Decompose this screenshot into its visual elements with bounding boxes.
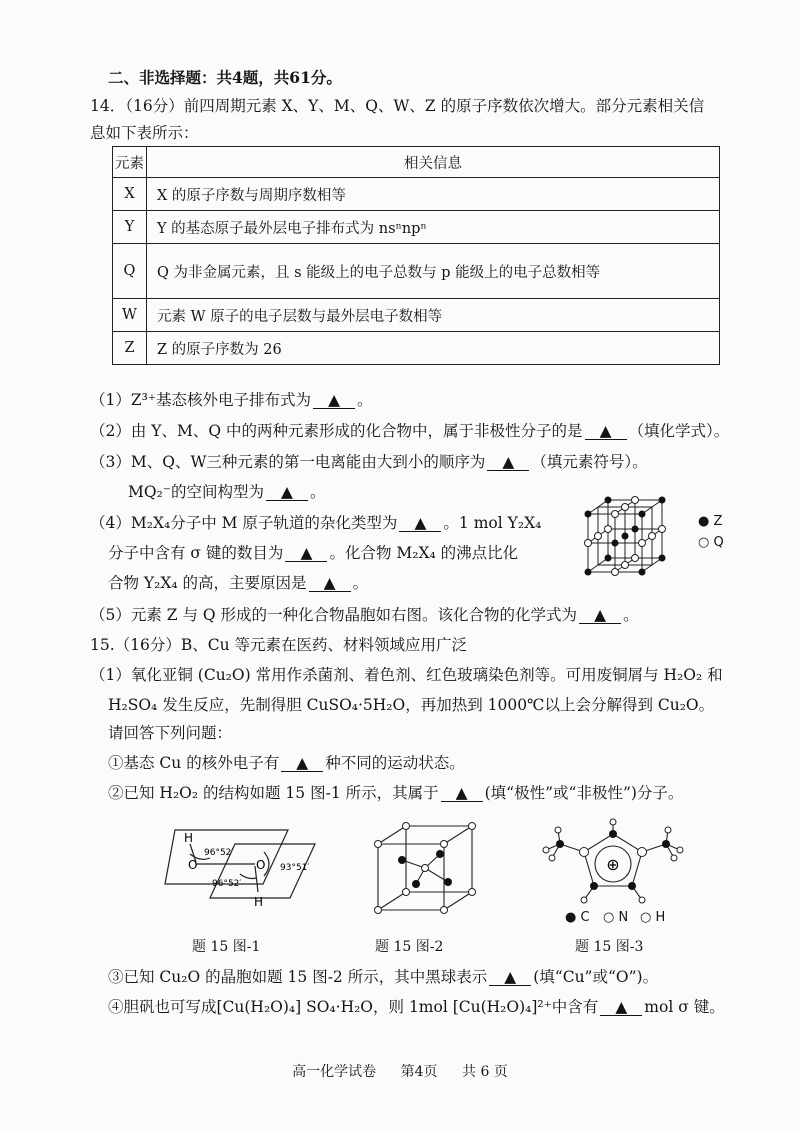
fig1-atom-h2: H	[254, 895, 264, 909]
q15-p1-line2: H₂SO₄ 发生反应，先制得胆 CuSO₄·5H₂O，再加热到 1000℃以上会分解得到 Cu₂O。	[108, 696, 715, 714]
q14-part4-line3	[108, 571, 368, 593]
answer-blank[interactable]: ▲	[285, 546, 327, 562]
q15-sub2	[108, 781, 683, 803]
table-header-info: 相关信息	[147, 147, 720, 178]
q15-sub1-end: 种不同的运动状态。	[325, 754, 465, 772]
answer-blank[interactable]: ▲	[309, 576, 351, 592]
q15-sub3-end: (填“Cu”或“O”)。	[533, 968, 659, 986]
fig1-angle-3: 96°52′	[212, 879, 242, 889]
table-cell-info: 元素 W 原子的电子层数与最外层电子数相等	[147, 299, 720, 332]
q14-part5	[90, 603, 639, 625]
q14-part3-end: （填元素符号）。	[531, 453, 648, 471]
answer-blank[interactable]: ▲	[585, 424, 627, 440]
q15-sub1-text: ①基态 Cu 的核外电子有	[108, 754, 280, 772]
q14-part4-text-d: 。化合物 M₂X₄ 的沸点比化	[329, 544, 519, 562]
table-cell-info: X 的原子序数与周期序数相等	[147, 178, 720, 211]
footer-total: 共 6 页	[462, 1064, 508, 1080]
table-cell-info: Y 的基态原子最外层电子排布式为 nsⁿnpⁿ	[147, 211, 720, 244]
footer-page: 第4页	[400, 1064, 438, 1080]
table-cell-info: Z 的原子序数为 26	[147, 332, 720, 365]
fig1-caption: 题 15 图-1	[192, 939, 261, 955]
cu2o-cell-figure	[372, 822, 482, 914]
q14-part4-text-c: 分子中含有 σ 键的数目为	[108, 544, 284, 562]
q14-part4-text: （4）M₂X₄分子中 M 原子轨道的杂化类型为	[90, 514, 398, 532]
q14-part4-text-f: 。	[352, 574, 369, 592]
q14-part1	[90, 388, 373, 410]
answer-blank[interactable]: ▲	[489, 970, 531, 986]
fig3-legend-c: ● C	[565, 910, 590, 925]
table-row	[113, 332, 720, 365]
fig1-atom-o1: O	[188, 858, 198, 872]
table-cell-element: Z	[113, 332, 147, 365]
legend-z: ● Z	[698, 514, 723, 529]
q14-part3-text: （3）M、Q、W三种元素的第一电离能由大到小的顺序为	[90, 453, 486, 471]
section-title: 二、非选择题：共4题，共61分。	[108, 68, 342, 87]
answer-blank[interactable]: ▲	[600, 1000, 642, 1016]
q14-part2-end: （填化学式）。	[628, 422, 730, 440]
q14-part4-text-e: 合物 Y₂X₄ 的高，主要原因是	[108, 574, 307, 592]
answer-blank[interactable]: ▲	[313, 393, 355, 409]
q15-sub4	[108, 995, 725, 1017]
fig1-angle-1: 96°52′	[204, 848, 234, 858]
fig2-caption: 题 15 图-2	[375, 939, 444, 955]
q15-sub4-text: ④胆矾也可写成[Cu(H₂O)₄] SO₄·H₂O，则 1mol [Cu(H₂O)₄]²⁺中含有	[108, 998, 599, 1016]
answer-blank[interactable]: ▲	[281, 756, 323, 772]
q15-p1-line3: 请回答下列问题：	[108, 724, 233, 742]
q14-part4-line2	[108, 541, 518, 563]
fig3-legend-n: ○ N	[603, 910, 629, 925]
q15-sub2-end: (填“极性”或“非极性”)分子。	[484, 784, 684, 802]
zq-crystal-figure	[578, 492, 768, 582]
q14-part3-cont-end: 。	[309, 483, 326, 501]
q15-sub1	[108, 751, 465, 773]
q14-part2-text: （2）由 Y、M、Q 中的两种元素形成的化合物中，属于非极性分子的是	[90, 422, 583, 440]
q14-part3-cont-text: MQ₂⁻的空间构型为	[128, 483, 264, 501]
table-header-row	[113, 147, 720, 178]
q15-p1-line1: （1）氧化亚铜 (Cu₂O) 常用作杀菌剂、着色剂、红色玻璃染色剂等。可用废铜屑与 H₂O₂ 和	[90, 666, 723, 684]
legend-q: ○ Q	[698, 535, 724, 550]
q15-sub3-text: ③已知 Cu₂O 的晶胞如题 15 图-2 所示，其中黑球表示	[108, 968, 488, 986]
fig3-charge-symbol: ⊕	[606, 855, 620, 874]
q15-sub3	[108, 965, 658, 987]
page-footer	[0, 1061, 800, 1081]
table-row	[113, 178, 720, 211]
table-header-element: 元素	[113, 147, 147, 178]
footer-title: 高一化学试卷	[292, 1064, 377, 1080]
q14-part1-end: 。	[357, 391, 373, 409]
answer-blank[interactable]: ▲	[399, 516, 441, 532]
fig3-caption: 题 15 图-3	[575, 939, 644, 955]
table-cell-element: Y	[113, 211, 147, 244]
table-cell-info: Q 为非金属元素，且 s 能级上的电子总数与 p 能级上的电子总数相等	[147, 244, 720, 299]
q14-stem-line1: 14．（16分）前四周期元素 X、Y、M、Q、W、Z 的原子序数依次增大。部分元素相关信	[90, 97, 705, 115]
table-row	[113, 299, 720, 332]
table-cell-element: Q	[113, 244, 147, 299]
q14-part5-end: 。	[623, 606, 639, 624]
answer-blank[interactable]: ▲	[266, 485, 308, 501]
h2o2-structure-figure	[160, 822, 330, 912]
element-info-table	[112, 146, 720, 365]
table-row	[113, 244, 720, 299]
table-cell-element: X	[113, 178, 147, 211]
fig1-angle-2: 93°51′	[280, 863, 310, 873]
q15-stem: 15.（16分）B、Cu 等元素在医药、材料领域应用广泛	[90, 636, 468, 654]
table-cell-element: W	[113, 299, 147, 332]
answer-blank[interactable]: ▲	[441, 786, 483, 802]
q14-part5-text: （5）元素 Z 与 Q 形成的一种化合物晶胞如右图。该化合物的化学式为	[90, 606, 578, 624]
fig3-legend-h: ○ H	[640, 910, 666, 925]
fig1-atom-h1: H	[184, 831, 194, 845]
table-row	[113, 211, 720, 244]
q14-part4-text-b: 。1 mol Y₂X₄	[443, 514, 542, 532]
fig1-atom-o2: O	[256, 858, 266, 872]
answer-blank[interactable]: ▲	[579, 608, 621, 624]
q14-part3-cont	[128, 480, 326, 502]
q14-part3	[90, 450, 648, 472]
q15-sub2-text: ②已知 H₂O₂ 的结构如题 15 图-1 所示，其属于	[108, 784, 439, 802]
answer-blank[interactable]: ▲	[487, 455, 529, 471]
q15-sub4-end: mol σ 键。	[644, 998, 725, 1016]
q14-stem-line2: 息如下表所示：	[90, 124, 199, 142]
q14-part4	[90, 511, 541, 533]
q14-part1-text: （1）Z³⁺基态核外电子排布式为	[90, 391, 312, 409]
q14-part2	[90, 419, 729, 441]
